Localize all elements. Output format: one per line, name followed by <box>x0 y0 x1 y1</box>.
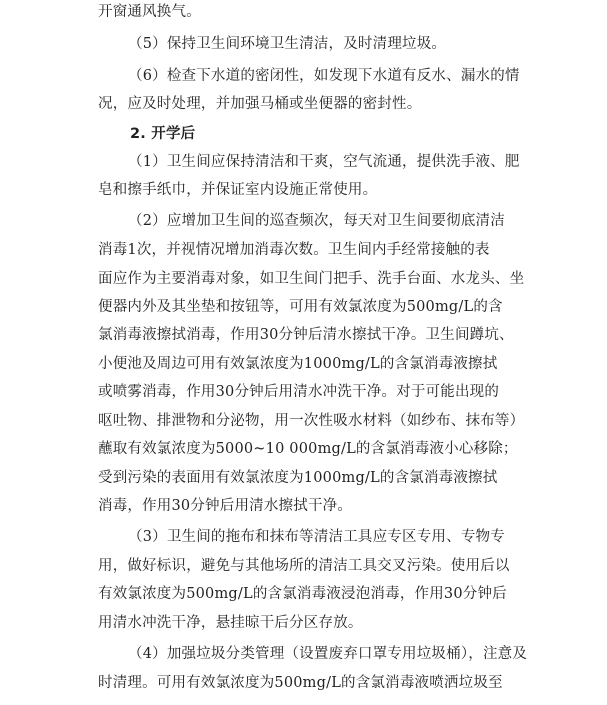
text-line: 用，做好标识，避免与其他场所的清洁工具交叉污染。使用后以 <box>98 558 510 574</box>
text-line: 便器内外及其坐垫和按钮等，可用有效氯浓度为500mg/L的含 <box>98 299 503 315</box>
text-line: 皂和擦手纸巾，并保证室内设施正常使用。 <box>98 182 378 198</box>
text-line: 有效氯浓度为500mg/L的含氯消毒液浸泡消毒，作用30分钟后 <box>98 586 507 602</box>
text-line: 消毒，作用30分钟后用清水擦拭干净。 <box>98 498 353 514</box>
text-line: （5）保持卫生间环境卫生清洁，及时清理垃圾。 <box>128 36 447 52</box>
text-line: （1）卫生间应保持清洁和干爽，空气流通，提供洗手液、肥 <box>128 154 520 170</box>
text-line: （3）卫生间的拖布和抹布等清洁工具应专区专用、专物专 <box>128 529 505 545</box>
text-line: 受到污染的表面用有效氯浓度为1000mg/L的含氯消毒液擦拭 <box>98 470 498 486</box>
text-line: 用清水冲洗干净，悬挂晾干后分区存放。 <box>98 615 363 631</box>
text-line: （4）加强垃圾分类管理（设置废弃口罩专用垃圾桶），注意及 <box>128 646 528 662</box>
text-line: 开窗通风换气。 <box>98 4 201 20</box>
text-line: （2）应增加卫生间的巡查频次，每天对卫生间要彻底清洁 <box>128 213 505 229</box>
text-line: 时清理。可用有效氯浓度为500mg/L的含氯消毒液喷洒垃圾至 <box>98 675 503 691</box>
text-line: 氯消毒液擦拭消毒，作用30分钟后清水擦拭干净。卫生间蹲坑、 <box>98 327 514 343</box>
text-line: 蘸取有效氯浓度为5000~10 000mg/L的含氯消毒液小心移除； <box>98 441 518 457</box>
text-line: （6）检查下水道的密闭性，如发现下水道有反水、漏水的情 <box>128 68 520 84</box>
text-line: 呕吐物、排泄物和分泌物，用一次性吸水材料（如纱布、抹布等） <box>98 413 525 429</box>
text-line: 面应作为主要消毒对象，如卫生间门把手、洗手台面、水龙头、坐 <box>98 271 525 287</box>
text-line: 况，应及时处理，并加强马桶或坐便器的密封性。 <box>98 96 422 112</box>
text-line: 小便池及周边可用有效氯浓度为1000mg/L的含氯消毒液擦拭 <box>98 356 498 372</box>
text-line: 或喷雾消毒，作用30分钟后用清水冲洗干净。对于可能出现的 <box>98 384 500 400</box>
text-line: 消毒1次，并视情况增加消毒次数。卫生间内手经常接触的表 <box>98 242 490 258</box>
section-heading: 2. 开学后 <box>130 126 196 142</box>
